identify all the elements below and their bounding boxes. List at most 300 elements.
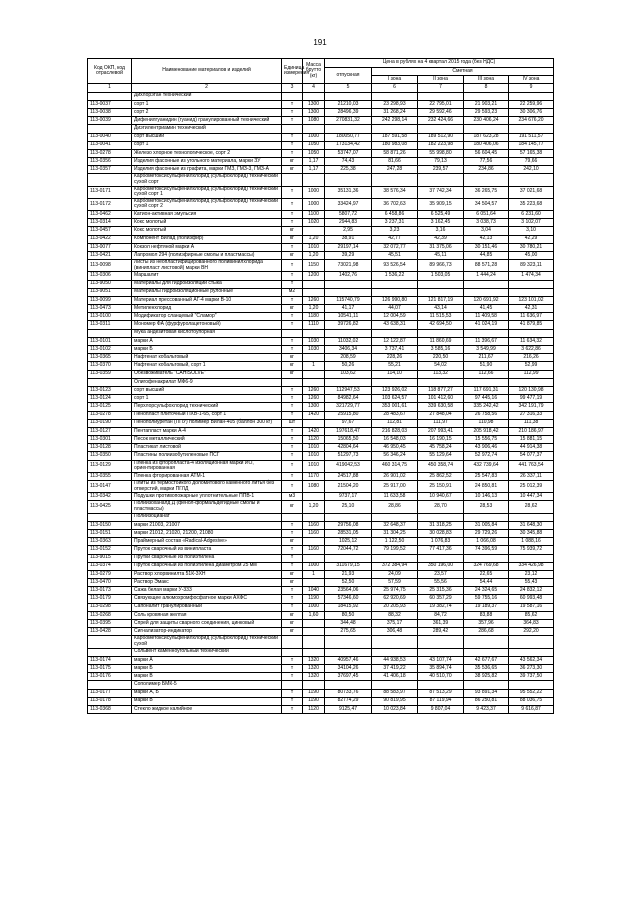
zone-4-cell: 1 474,34 xyxy=(509,272,554,280)
code-cell: 113-0311 xyxy=(88,321,132,329)
zone-1-cell: 24,09 xyxy=(372,570,418,578)
unit-cell: т xyxy=(282,587,303,595)
mass-cell: 1110 xyxy=(303,321,325,329)
zone-3-cell: 187 623,28 xyxy=(464,133,509,141)
table-row xyxy=(88,460,554,472)
unit-cell: кг xyxy=(282,251,303,259)
mass-cell: 1000 xyxy=(303,186,325,198)
zone-3-cell: 1 066,08 xyxy=(464,538,509,546)
release-price-cell: 321729,77 xyxy=(325,403,372,411)
mass-cell: 1190 xyxy=(303,697,325,705)
table-row xyxy=(88,403,554,411)
table-row xyxy=(88,313,554,321)
zone-4-cell: 1 088,16 xyxy=(509,538,554,546)
table-row xyxy=(88,546,554,554)
zone-2-cell: 1 503,05 xyxy=(418,272,464,280)
table-row xyxy=(88,346,554,354)
name-cell: сорт 2 xyxy=(132,108,282,116)
table-row xyxy=(88,513,554,521)
zone-3-cell: 234,86 xyxy=(464,166,509,174)
zone-2-cell: 42 694,50 xyxy=(418,321,464,329)
table-row xyxy=(88,521,554,529)
header-zone-1: I зона xyxy=(372,76,418,84)
unit-cell: м2 xyxy=(282,288,303,296)
zone-3-cell: 59 755,16 xyxy=(464,595,509,603)
zone-1-cell: 306,48 xyxy=(372,628,418,636)
table-row xyxy=(88,603,554,611)
release-price-cell: 28496,39 xyxy=(325,108,372,116)
zone-3-cell xyxy=(464,378,509,386)
name-cell: Метиленхлорид xyxy=(132,305,282,313)
zone-2-cell: 232 424,66 xyxy=(418,117,464,125)
code-cell: 113-0124 xyxy=(88,395,132,403)
zone-1-cell xyxy=(372,554,418,562)
mass-cell: 1120 xyxy=(303,436,325,444)
release-price-cell: 9125,47 xyxy=(325,705,372,713)
zone-1-cell xyxy=(372,648,418,656)
zone-2-cell: 6 525,49 xyxy=(418,211,464,219)
unit-cell: кг xyxy=(282,620,303,628)
zone-3-cell: 3 038,73 xyxy=(464,219,509,227)
code-cell: 113-0147 xyxy=(88,481,132,493)
zone-2-cell: 87 119,94 xyxy=(418,697,464,705)
zone-4-cell: 27 316,33 xyxy=(509,411,554,419)
zone-1-cell: 112,81 xyxy=(372,419,418,427)
zone-4-cell xyxy=(509,329,554,337)
zone-3-cell: 11 396,67 xyxy=(464,337,509,345)
table-row xyxy=(88,648,554,656)
release-price-cell: 15065,50 xyxy=(325,436,372,444)
zone-4-cell: 10 447,34 xyxy=(509,493,554,501)
name-cell: Листы из неопластифицированного поливинилхлорида (винипласт листовой) марки ВН xyxy=(132,260,282,272)
zone-4-cell: 292,20 xyxy=(509,628,554,636)
zone-2-cell: 35 909,15 xyxy=(418,198,464,210)
code-cell: 113-0173 xyxy=(88,587,132,595)
zone-1-cell: 93 526,54 xyxy=(372,260,418,272)
header-mass: Масса брутто (кг) xyxy=(303,59,325,84)
zone-3-cell xyxy=(464,92,509,100)
zone-2-cell: 289,42 xyxy=(418,628,464,636)
zone-2-cell: 3 162,45 xyxy=(418,219,464,227)
release-price-cell xyxy=(325,174,372,186)
name-cell: Песок металлический xyxy=(132,436,282,444)
zone-4-cell: 88 036,75 xyxy=(509,697,554,705)
zone-3-cell: 56 604,45 xyxy=(464,149,509,157)
zone-1-cell: 44 938,53 xyxy=(372,656,418,664)
zone-1-cell: 28,86 xyxy=(372,501,418,513)
name-cell: Карбометоксисульфенилхлорид (сульфохлорид) технический сухой сорт 2 xyxy=(132,198,282,210)
zone-4-cell: 99 477,19 xyxy=(509,395,554,403)
zone-2-cell: 31 318,25 xyxy=(418,521,464,529)
release-price-cell: 29197,14 xyxy=(325,243,372,251)
zone-1-cell: 242 298,14 xyxy=(372,117,418,125)
zone-3-cell: 9 423,37 xyxy=(464,705,509,713)
release-price-cell: 173134,42 xyxy=(325,141,372,149)
table-row xyxy=(88,529,554,537)
table-row xyxy=(88,587,554,595)
unit-cell: кг xyxy=(282,370,303,378)
zone-2-cell: 9 807,04 xyxy=(418,705,464,713)
code-cell: 113-9015 xyxy=(88,554,132,562)
release-price-cell: 73021,98 xyxy=(325,260,372,272)
zone-4-cell: 364,83 xyxy=(509,620,554,628)
mass-cell: 1010 xyxy=(303,444,325,452)
zone-2-cell: 27 848,04 xyxy=(418,411,464,419)
zone-4-cell xyxy=(509,174,554,186)
column-number: 1 xyxy=(88,84,132,92)
release-price-cell: 74,43 xyxy=(325,158,372,166)
zone-3-cell xyxy=(464,554,509,562)
unit-cell: м3 xyxy=(282,493,303,501)
zone-1-cell: 88 583,97 xyxy=(372,689,418,697)
unit-cell: т xyxy=(282,211,303,219)
mass-cell xyxy=(303,554,325,562)
code-cell: 113-0151 xyxy=(88,529,132,537)
zone-2-cell: 121 817,19 xyxy=(418,296,464,304)
zone-1-cell: 123 926,02 xyxy=(372,386,418,394)
mass-cell xyxy=(303,513,325,521)
zone-4-cell: 52,99 xyxy=(509,362,554,370)
zone-2-cell: 239,57 xyxy=(418,166,464,174)
unit-cell: кг xyxy=(282,538,303,546)
code-cell: 113-0268 xyxy=(88,611,132,619)
release-price-cell: 3406,34 xyxy=(325,346,372,354)
zone-1-cell: 20 205,93 xyxy=(372,603,418,611)
header-zone-2: II зона xyxy=(418,76,464,84)
unit-cell: кг xyxy=(282,235,303,243)
release-price-cell: 42804,64 xyxy=(325,444,372,452)
table-row xyxy=(88,562,554,570)
table-row xyxy=(88,296,554,304)
unit-cell: т xyxy=(282,444,303,452)
zone-3-cell xyxy=(464,513,509,521)
unit-cell: т xyxy=(282,337,303,345)
column-number: 5 xyxy=(325,84,372,92)
zone-1-cell: 180 983,08 xyxy=(372,141,418,149)
mass-cell: 1 xyxy=(303,570,325,578)
mass-cell xyxy=(303,174,325,186)
release-price-cell xyxy=(325,648,372,656)
name-cell: Карбометоксисульфенилхлорид (сульфохлорид) технический сухой сорт xyxy=(132,174,282,186)
zone-1-cell: 88,32 xyxy=(372,611,418,619)
release-price-cell: 1402,76 xyxy=(325,272,372,280)
name-cell: Изделия фасонные из угольного материала, марки ЗУ xyxy=(132,158,282,166)
zone-1-cell: 228,26 xyxy=(372,354,418,362)
name-cell: Карбометоксисульфенилхлорид (сульфохлорид) технический сухой сорт 1 xyxy=(132,186,282,198)
zone-4-cell: 42,31 xyxy=(509,305,554,313)
zone-2-cell: 77 417,36 xyxy=(418,546,464,554)
zone-1-cell: 56 346,24 xyxy=(372,452,418,460)
column-number: 8 xyxy=(464,84,509,92)
release-price-cell: 38,91 xyxy=(325,235,372,243)
release-price-cell: 39,29 xyxy=(325,251,372,259)
zone-2-cell xyxy=(418,125,464,133)
zone-2-cell xyxy=(418,280,464,288)
zone-4-cell: 42,29 xyxy=(509,235,554,243)
table-row xyxy=(88,579,554,587)
zone-3-cell: 28,53 xyxy=(464,501,509,513)
mass-cell xyxy=(303,419,325,427)
zone-4-cell: 43 562,34 xyxy=(509,656,554,664)
name-cell: марки 21003, 21007 xyxy=(132,521,282,529)
name-cell: марки В xyxy=(132,697,282,705)
name-cell: Кокс молотый xyxy=(132,219,282,227)
unit-cell: т xyxy=(282,133,303,141)
mass-cell xyxy=(303,280,325,288)
table-row xyxy=(88,227,554,235)
mass-cell: 1420 xyxy=(303,427,325,435)
column-number-row xyxy=(88,84,554,92)
code-cell: 113-0314 xyxy=(88,219,132,227)
mass-cell: 1,60 xyxy=(303,611,325,619)
release-price-cell xyxy=(325,92,372,100)
name-cell: Пруток сварочный из винипласта xyxy=(132,546,282,554)
zone-3-cell xyxy=(464,125,509,133)
release-price-cell xyxy=(325,513,372,521)
unit-cell xyxy=(282,513,303,521)
mass-cell: 1320 xyxy=(303,656,325,664)
mass-cell: 1180 xyxy=(303,313,325,321)
zone-4-cell xyxy=(509,636,554,648)
zone-3-cell: 83,88 xyxy=(464,611,509,619)
zone-1-cell: 38 576,34 xyxy=(372,186,418,198)
zone-3-cell: 88 571,28 xyxy=(464,260,509,272)
zone-4-cell: 3 102,07 xyxy=(509,219,554,227)
table-row xyxy=(88,538,554,546)
name-cell: Маршалит xyxy=(132,272,282,280)
table-row xyxy=(88,354,554,362)
zone-2-cell: 25 150,91 xyxy=(418,481,464,493)
table-row xyxy=(88,554,554,562)
zone-4-cell: 342 191,79 xyxy=(509,403,554,411)
code-cell: 113-0177 xyxy=(88,689,132,697)
mass-cell: 1190 xyxy=(303,595,325,603)
table-row xyxy=(88,219,554,227)
zone-2-cell: 42,39 xyxy=(418,235,464,243)
name-cell: Пенополиуретан (ППУ) полимер Вилан-405 (баллон 300 кг) xyxy=(132,419,282,427)
mass-cell: 1200 xyxy=(303,272,325,280)
table-row xyxy=(88,186,554,198)
zone-1-cell xyxy=(372,636,418,648)
mass-cell: 1010 xyxy=(303,460,325,472)
zone-1-cell xyxy=(372,329,418,337)
header-code: Код ОКП, код отраслевой xyxy=(88,59,132,84)
unit-cell: т xyxy=(282,321,303,329)
mass-cell: 1000 xyxy=(303,562,325,570)
zone-4-cell: 210 186,97 xyxy=(509,427,554,435)
zone-1-cell xyxy=(372,280,418,288)
table-row xyxy=(88,411,554,419)
unit-cell: т xyxy=(282,395,303,403)
zone-1-cell: 90 819,95 xyxy=(372,697,418,705)
release-price-cell: 24517,88 xyxy=(325,472,372,480)
zone-2-cell: 113,32 xyxy=(418,370,464,378)
mass-cell: 1040 xyxy=(303,587,325,595)
mass-cell: 1320 xyxy=(303,673,325,681)
zone-3-cell: 42 677,67 xyxy=(464,656,509,664)
price-table xyxy=(87,58,554,714)
zone-1-cell: 187 591,58 xyxy=(372,133,418,141)
mass-cell: 1,20 xyxy=(303,305,325,313)
zone-3-cell: 211,67 xyxy=(464,354,509,362)
table-row xyxy=(88,362,554,370)
code-cell xyxy=(88,329,132,337)
unit-cell: кг xyxy=(282,158,303,166)
release-price-cell: 1025,12 xyxy=(325,538,372,546)
zone-3-cell: 30 151,46 xyxy=(464,243,509,251)
code-cell: 113-0298 xyxy=(88,603,132,611)
code-cell: 113-0172 xyxy=(88,198,132,210)
mass-cell: 1080 xyxy=(303,117,325,125)
code-cell: 113-0306 xyxy=(88,272,132,280)
unit-cell: т xyxy=(282,403,303,411)
zone-4-cell: 6 231,60 xyxy=(509,211,554,219)
unit-cell: т xyxy=(282,198,303,210)
table-row xyxy=(88,501,554,513)
zone-4-cell: 11 634,32 xyxy=(509,337,554,345)
zone-4-cell: 184 145,77 xyxy=(509,141,554,149)
name-cell: Пленка из фторопласта-4 изоляционная марки ИО, ориентированная xyxy=(132,460,282,472)
name-cell: Пластины полиизобутиленовые ПСГ xyxy=(132,452,282,460)
zone-2-cell: 19 382,74 xyxy=(418,603,464,611)
name-cell: Лапромол 294 (полиэфирные смолы и пластмассы) xyxy=(132,251,282,259)
mass-cell: 1260 xyxy=(303,386,325,394)
unit-cell: т xyxy=(282,219,303,227)
name-cell: Мономер ФА (фурфуролацетоновый) xyxy=(132,321,282,329)
code-cell: 113-0129 xyxy=(88,460,132,472)
code-cell: 113-0099 xyxy=(88,296,132,304)
table-row xyxy=(88,436,554,444)
mass-cell xyxy=(303,92,325,100)
zone-4-cell xyxy=(509,125,554,133)
name-cell: Олигофенакрилат МФ6-9 xyxy=(132,378,282,386)
zone-3-cell xyxy=(464,174,509,186)
mass-cell xyxy=(303,636,325,648)
zone-2-cell: 79,13 xyxy=(418,158,464,166)
zone-2-cell: 361,39 xyxy=(418,620,464,628)
zone-3-cell xyxy=(464,288,509,296)
release-price-cell xyxy=(325,681,372,689)
zone-1-cell: 114,10 xyxy=(372,370,418,378)
table-row xyxy=(88,419,554,427)
mass-cell: 1,20 xyxy=(303,235,325,243)
zone-1-cell: 11 633,58 xyxy=(372,493,418,501)
zone-2-cell xyxy=(418,681,464,689)
mass-cell: 1 xyxy=(303,362,325,370)
zone-4-cell: 89 323,11 xyxy=(509,260,554,272)
table-row xyxy=(88,570,554,578)
release-price-cell: 112947,53 xyxy=(325,386,372,394)
zone-1-cell: 25 917,00 xyxy=(372,481,418,493)
mass-cell xyxy=(303,493,325,501)
code-cell: 113-0359 xyxy=(88,370,132,378)
zone-4-cell: 22 259,96 xyxy=(509,100,554,108)
code-cell: 113-0473 xyxy=(88,305,132,313)
mass-cell: 1300 xyxy=(303,403,325,411)
zone-2-cell: 3,16 xyxy=(418,227,464,235)
zone-1-cell: 46 950,45 xyxy=(372,444,418,452)
code-cell: 113-0357 xyxy=(88,166,132,174)
table-row xyxy=(88,636,554,648)
zone-1-cell: 126 990,80 xyxy=(372,296,418,304)
table-row xyxy=(88,705,554,713)
mass-cell: 1160 xyxy=(303,529,325,537)
release-price-cell: 21504,20 xyxy=(325,481,372,493)
zone-3-cell: 6 051,64 xyxy=(464,211,509,219)
zone-2-cell: 89 966,73 xyxy=(418,260,464,272)
code-cell xyxy=(88,174,132,186)
release-price-cell: 80733,76 xyxy=(325,689,372,697)
name-cell: Полиизоцианат xyxy=(132,513,282,521)
unit-cell: т xyxy=(282,149,303,157)
mass-cell: 1120 xyxy=(303,705,325,713)
unit-cell: т xyxy=(282,411,303,419)
code-cell: 113-0152 xyxy=(88,546,132,554)
zone-3-cell: 11 409,58 xyxy=(464,313,509,321)
zone-3-cell: 35 536,65 xyxy=(464,664,509,672)
zone-1-cell: 31 268,24 xyxy=(372,108,418,116)
zone-2-cell xyxy=(418,92,464,100)
table-row xyxy=(88,305,554,313)
name-cell: Железо хлорное технологическое, сорт 2 xyxy=(132,149,282,157)
mass-cell xyxy=(303,125,325,133)
release-price-cell: 33424,97 xyxy=(325,198,372,210)
name-cell: марки В xyxy=(132,673,282,681)
zone-1-cell: 23 298,93 xyxy=(372,100,418,108)
release-price-cell: 41,17 xyxy=(325,305,372,313)
release-price-cell: 2,95 xyxy=(325,227,372,235)
release-price-cell: 39726,82 xyxy=(325,321,372,329)
release-price-cell xyxy=(325,378,372,386)
name-cell: марки А xyxy=(132,337,282,345)
name-cell: Модификатор сланцевый "Сламор" xyxy=(132,313,282,321)
mass-cell: 1030 xyxy=(303,346,325,354)
mass-cell: 1050 xyxy=(303,141,325,149)
zone-4-cell: 3,10 xyxy=(509,227,554,235)
name-cell: Материалы гидроизоляционные рулонные xyxy=(132,288,282,296)
code-cell: 113-0279 xyxy=(88,570,132,578)
mass-cell xyxy=(303,628,325,636)
zone-1-cell: 31 304,25 xyxy=(372,529,418,537)
mass-cell: 1080 xyxy=(303,481,325,493)
zone-1-cell: 62 920,69 xyxy=(372,595,418,603)
unit-cell: т xyxy=(282,554,303,562)
zone-2-cell: 11 860,69 xyxy=(418,337,464,345)
code-cell: 113-0301 xyxy=(88,436,132,444)
code-cell: 113-0100 xyxy=(88,313,132,321)
table-row xyxy=(88,673,554,681)
release-price-cell: 50,26 xyxy=(325,362,372,370)
release-price-cell: 52,50 xyxy=(325,579,372,587)
mass-cell: 1030 xyxy=(303,337,325,345)
zone-2-cell: 87 513,29 xyxy=(418,689,464,697)
column-number: 3 xyxy=(282,84,303,92)
unit-cell: т xyxy=(282,452,303,460)
zone-2-cell: 55 129,64 xyxy=(418,452,464,460)
zone-2-cell xyxy=(418,174,464,186)
code-cell xyxy=(88,513,132,521)
mass-cell xyxy=(303,378,325,386)
code-cell: 113-0179 xyxy=(88,595,132,603)
mass-cell: 1300 xyxy=(303,100,325,108)
unit-cell: т xyxy=(282,481,303,493)
column-number: 6 xyxy=(372,84,418,92)
zone-2-cell: 37 742,34 xyxy=(418,186,464,198)
table-row xyxy=(88,329,554,337)
zone-2-cell: 40 510,70 xyxy=(418,673,464,681)
zone-2-cell xyxy=(418,378,464,386)
table-row xyxy=(88,100,554,108)
